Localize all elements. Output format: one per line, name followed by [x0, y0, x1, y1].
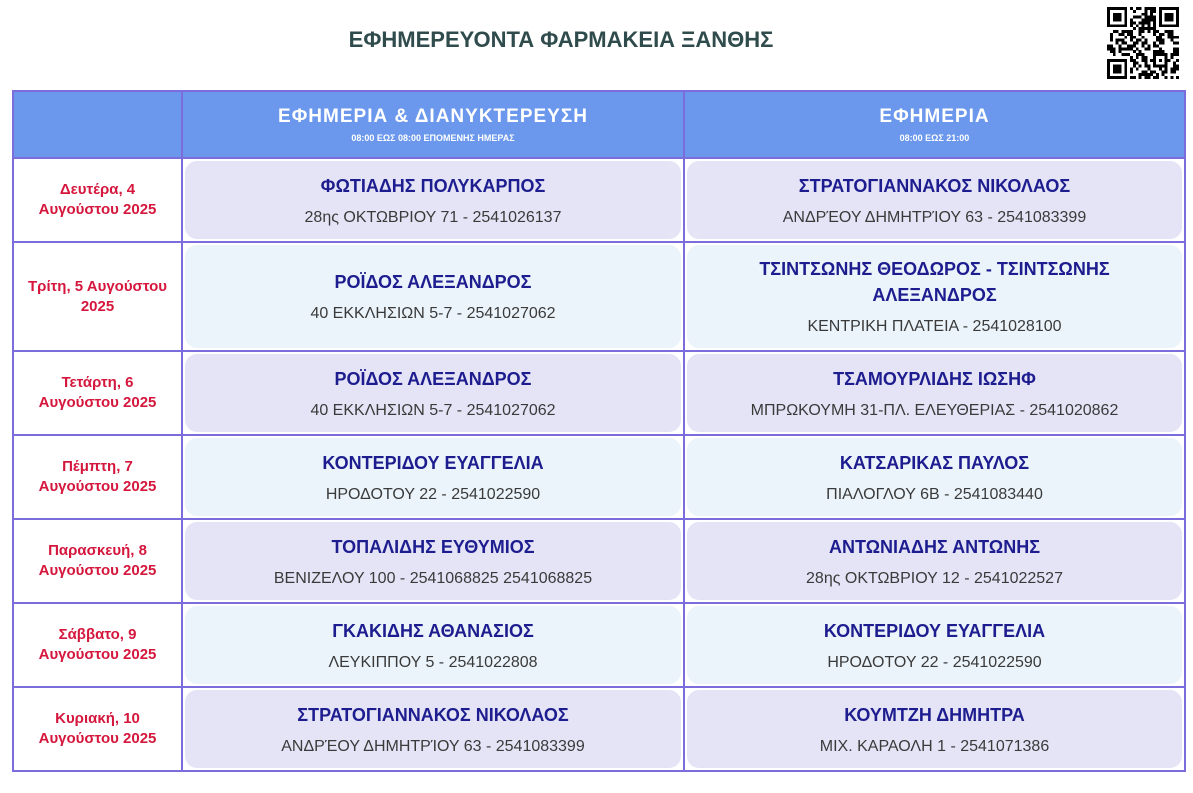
pharmacy-address: ΑΝΔΡΈΟΥ ΔΗΜΗΤΡΊΟΥ 63 - 2541083399 — [281, 737, 585, 755]
page-title: ΕΦΗΜΕΡΕΥΟΝΤΑ ΦΑΡΜΑΚΕΙΑ ΞΑΝΘΗΣ — [348, 27, 774, 52]
pharmacy-address: ΠΙΑΛΟΓΛΟΥ 6Β - 2541083440 — [826, 485, 1043, 503]
qr-code — [1107, 7, 1179, 79]
pharmacy-card — [687, 354, 1182, 432]
pharmacy-name: ΚΟΝΤΕΡΙΔΟΥ ΕΥΑΓΓΕΛΙΑ — [322, 452, 544, 473]
pharmacy-card — [687, 522, 1182, 600]
pharmacy-address: ΑΝΔΡΈΟΥ ΔΗΜΗΤΡΊΟΥ 63 - 2541083399 — [782, 208, 1087, 226]
pharmacy-address: 40 ΕΚΚΛΗΣΙΩΝ 5-7 - 2541027062 — [310, 305, 556, 322]
row-date: Τετάρτη, 6 Αυγούστου 2025 — [14, 352, 181, 434]
pharmacy-address: 28ης ΟΚΤΩΒΡΙΟΥ 12 - 2541022527 — [806, 569, 1063, 587]
row-date: Παρασκευή, 8 Αυγούστου 2025 — [14, 520, 181, 602]
header-corner-cell — [14, 92, 181, 157]
pharmacy-name: ΑΝΤΩΝΙΑΔΗΣ ΑΝΤΩΝΗΣ — [828, 536, 1041, 557]
pharmacy-address: ΗΡΟΔΟΤΟΥ 22 - 2541022590 — [325, 485, 541, 503]
row-date: Τρίτη, 5 Αυγούστου 2025 — [14, 243, 181, 350]
duty-schedule-table — [12, 90, 1186, 772]
row-date: Δευτέρα, 4 Αυγούστου 2025 — [14, 159, 181, 241]
overnight-duty-cell — [183, 436, 683, 518]
pharmacy-address: ΗΡΟΔΟΤΟΥ 22 - 2541022590 — [827, 653, 1042, 671]
row-date: Σάββατο, 9 Αυγούστου 2025 — [14, 604, 181, 686]
day-duty-cell — [685, 436, 1184, 518]
overnight-duty-cell — [183, 604, 683, 686]
pharmacy-card — [687, 161, 1182, 239]
pharmacy-name: ΤΟΠΑΛΙΔΗΣ ΕΥΘΥΜΙΟΣ — [331, 536, 535, 557]
overnight-duty-cell — [183, 243, 683, 350]
pharmacy-name: ΣΤΡΑΤΟΓΙΑΝΝΑΚΟΣ ΝΙΚΟΛΑΟΣ — [798, 175, 1071, 196]
pharmacy-name: ΡΟΪΔΟΣ ΑΛΕΞΑΝΔΡΟΣ — [334, 272, 532, 292]
pharmacy-address: ΚΕΝΤΡΙΚΗ ΠΛΑΤΕΙΑ - 2541028100 — [807, 318, 1062, 335]
pharmacy-card — [185, 354, 681, 432]
row-date: Πέμπτη, 7 Αυγούστου 2025 — [14, 436, 181, 518]
pharmacy-card — [687, 438, 1182, 516]
header-title: ΕΦΗΜΕΡΙΑ — [879, 106, 990, 127]
day-duty-cell — [685, 688, 1184, 770]
pharmacy-card — [687, 690, 1182, 768]
day-duty-cell — [685, 604, 1184, 686]
pharmacy-name: ΤΣΙΝΤΣΩΝΗΣ ΘΕΟΔΩΡΟΣ - ΤΣΙΝΤΣΩΝΗΣ ΑΛΕΞΑΝΔΡΟΣ — [759, 259, 1110, 305]
pharmacy-card — [185, 161, 681, 239]
pharmacy-name: ΣΤΡΑΤΟΓΙΑΝΝΑΚΟΣ ΝΙΚΟΛΑΟΣ — [297, 704, 569, 725]
pharmacy-card — [687, 245, 1182, 348]
pharmacy-name: ΦΩΤΙΑΔΗΣ ΠΟΛΥΚΑΡΠΟΣ — [320, 175, 546, 196]
overnight-duty-cell — [183, 520, 683, 602]
overnight-duty-cell — [183, 352, 683, 434]
header-overnight-duty — [183, 92, 683, 157]
header-hours: 08:00 ΕΩΣ 08:00 ΕΠΟΜΕΝΗΣ ΗΜΕΡΑΣ — [351, 133, 515, 143]
header-hours: 08:00 ΕΩΣ 21:00 — [899, 133, 970, 143]
pharmacy-card — [185, 245, 681, 348]
pharmacy-card — [185, 522, 681, 600]
pharmacy-card — [185, 438, 681, 516]
pharmacy-name: ΓΚΑΚΙΔΗΣ ΑΘΑΝΑΣΙΟΣ — [332, 620, 534, 641]
pharmacy-address: ΛΕΥΚΙΠΠΟΥ 5 - 2541022808 — [328, 653, 538, 671]
header-day-duty — [685, 92, 1184, 157]
row-date: Κυριακή, 10 Αυγούστου 2025 — [14, 688, 181, 770]
pharmacy-card — [185, 690, 681, 768]
pharmacy-name: ΚΟΥΜΤΖΗ ΔΗΜΗΤΡΑ — [844, 704, 1025, 725]
pharmacy-name: ΚΑΤΣΑΡΙΚΑΣ ΠΑΥΛΟΣ — [839, 452, 1030, 473]
pharmacy-card — [185, 606, 681, 684]
pharmacy-address: 28ης ΟΚΤΩΒΡΙΟΥ 71 - 2541026137 — [304, 208, 562, 226]
pharmacy-address: ΜΠΡΩΚΟΥΜΗ 31-ΠΛ. ΕΛΕΥΘΕΡΙΑΣ - 2541020862 — [750, 401, 1119, 419]
overnight-duty-cell — [183, 159, 683, 241]
header-title: ΕΦΗΜΕΡΙΑ & ΔΙΑΝΥΚΤΕΡΕΥΣΗ — [278, 106, 588, 127]
day-duty-cell — [685, 520, 1184, 602]
pharmacy-address: ΒΕΝΙΖΕΛΟΥ 100 - 2541068825 2541068825 — [273, 569, 593, 587]
pharmacy-address: ΜΙΧ. ΚΑΡΑΟΛΗ 1 - 2541071386 — [819, 737, 1050, 755]
pharmacy-name: ΚΟΝΤΕΡΙΔΟΥ ΕΥΑΓΓΕΛΙΑ — [823, 620, 1046, 641]
pharmacy-address: 40 ΕΚΚΛΗΣΙΩΝ 5-7 - 2541027062 — [310, 401, 556, 419]
day-duty-cell — [685, 352, 1184, 434]
overnight-duty-cell — [183, 688, 683, 770]
pharmacy-name: ΤΣΑΜΟΥΡΛΙΔΗΣ ΙΩΣΗΦ — [833, 368, 1036, 389]
day-duty-cell — [685, 159, 1184, 241]
day-duty-cell — [685, 243, 1184, 350]
pharmacy-card — [687, 606, 1182, 684]
pharmacy-name: ΡΟΪΔΟΣ ΑΛΕΞΑΝΔΡΟΣ — [334, 368, 532, 389]
